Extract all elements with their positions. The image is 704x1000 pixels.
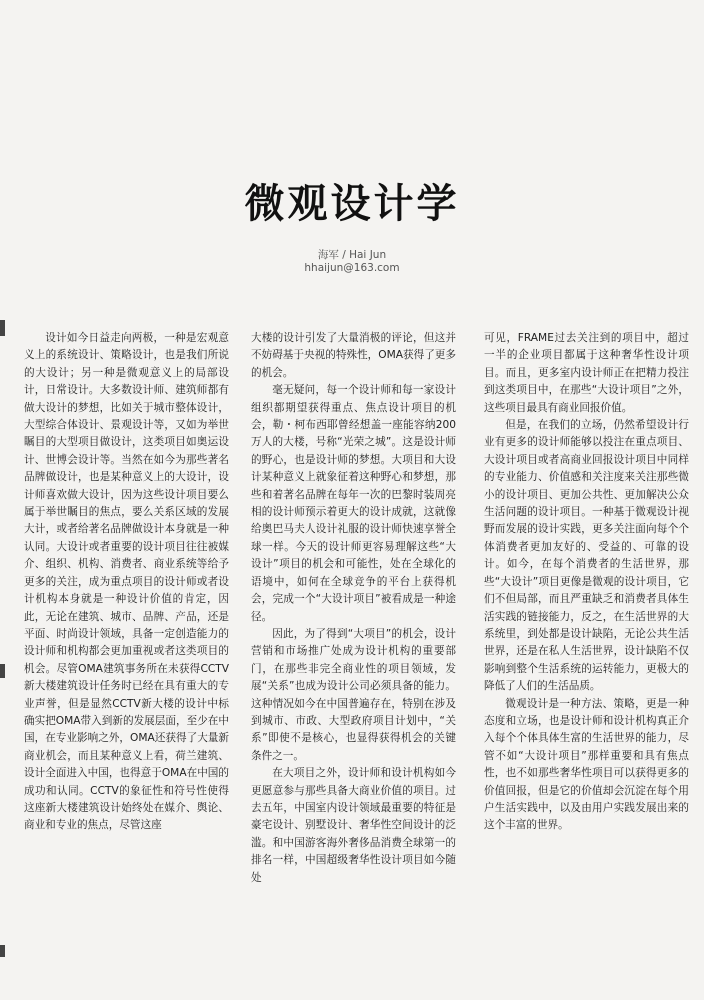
page-edge-mark [0,945,5,957]
text-column-2 [251,330,456,887]
article-title: 微观设计学 [244,181,460,227]
author-email: hhaijun@163.com [304,262,400,274]
paragraph: 因此，为了得到“大项目”的机会，设计营销和市场推广处成为设计机构的重要部门，在那些非完全商业性的项目领域，发展“关系”也成为设计公司必须具备的能力。这种情况如今在中国普遍存在，特别在涉及到城市、市政、大型政府项目计划中，“关系”即使不是核心，也显得获得机会的关键条件之一。 [251,627,456,762]
paragraph: 微观设计是一种方法、策略，更是一种态度和立场，也是设计师和设计机构真正介入每个个体具体生富的生活世界的能力，尽管不如“大设计项目”那样重要和具有焦点性，也不如那些奢华性项目可以获得更多的价值回报，但是它的价值却会沉淀在每个用户生活实践中，以及由用户实践发展出来的这个丰富的世界。 [484,697,689,832]
paragraph: 在大项目之外，设计师和设计机构如今更愿意参与那些具备大商业价值的项目。过去五年，中国室内设计领域最重要的特征是豪宅设计、别墅设计、奢华性空间设计的泛滥。和中国游客海外奢侈品消费全球第一的排名一样，中国超级奢华性设计项目如今随处 [251,767,456,884]
paragraph: 但是，在我们的立场，仍然希望设计行业有更多的设计师能够以投注在重点项目、大设计项目或者高商业回报设计项目中同样的专业能力、价值感和关注度来关注那些微小的设计项目、更加公共性、更加解决公众生活问题的设计项目。一种基于微观设计视野而发展的设计实践，更多关注面向每个个体消费者更加友好的、受益的、可靠的设计。如今，在每个消费者的生活世界，那些“大设计”项目更像是微观的设计项目，它们不但局部，而且严重缺乏和消费者具体生活实践的链接能力，反之，在生活世界的大系统里，到处都是设计缺陷，无论公共生活世界，还是在私人生活世界，设计缺陷不仅影响到整个生活系统的运转能力，更极大的降低了人们的生活品质。 [484,419,689,693]
paragraph: 毫无疑问，每一个设计师和每一家设计组织都期望获得重点、焦点设计项目的机会，勒・柯布西耶曾经想盖一座能容纳200万人的大楼，号称“光荣之城”。这是设计师的野心，也是设计师的梦想。大项目和大设计某种意义上就象征着这种野心和梦想，那些和着著名品牌在每年一次的巴黎时装周亮相的设计师预示着更大的设计成就，这就像给奥巴马夫人设计礼服的设计师快速享誉全球一样。今天的设计师更容易理解这些“大设计”项目的机会和可能性，处在全球化的语境中，如何在全球竞争的平台上获得机会，完成一个“大设计项目”被看成是一种途径。 [251,384,456,623]
page-edge-mark [0,664,5,678]
paragraph: 可见，FRAME过去关注到的项目中，超过一半的企业项目都属于这种奢华性设计项目。而且，更多室内设计师正在把精力投注到这类项目中，在那些“大设计项目”之外，这些项目最具有商业回报价值。 [484,332,689,414]
page-edge-mark [0,320,5,336]
text-column-3 [484,330,689,835]
paragraph: 大楼的设计引发了大量消极的评论，但这并不妨碍基于央视的特殊性，OMA获得了更多的机会。 [251,332,456,379]
paragraph: 设计如今日益走向两极，一种是宏观意义上的系统设计、策略设计，也是我们所说的大设计；另一种是微观意义上的局部设计，日常设计。大多数设计师、建筑师都有做大设计的梦想，比如关于城市整体设计，大型综合体设计、景观设计等，又如为举世瞩目的大型项目做设计，这类项目如奥运设计、世博会设计等。当然在如今为那些著名品牌做设计，也是某种意义上的大设计，设计师喜欢做大设计，因为这些设计项目要么属于举世瞩目的焦点，要么关系区域的发展大计，或者给著名品牌做设计本身就是一种认同。大设计或者重要的设计项目往往被媒介、组织、机构、消费者、商业系统等给予更多的关注，成为重点项目的设计师或者设计机构本身就是一种设计价值的肯定，因此，无论在建筑、城市、品牌、产品，还是平面、时尚设计领域，具备一定创造能力的设计师和机构都会更加重视或者这类项目的机会。尽管OMA建筑事务所在未获得CCTV新大楼建筑设计任务时已经在具有重大的专业声誉，但是显然CCTV新大楼的设计中标确实把OMA带入到新的发展层面，至少在中国，在专业影响之外，OMA还获得了大量新商业机会，而且某种意义上看，荷兰建筑、设计全面进入中国，也得意于OMA在中国的成功和认同。CCTV的象征性和符号性使得这座新大楼建筑设计始终处在媒介、舆论、商业和专业的焦点，尽管这座 [24,332,229,832]
text-column-1 [24,330,229,835]
author-name: 海军 / Hai Jun [317,249,387,261]
